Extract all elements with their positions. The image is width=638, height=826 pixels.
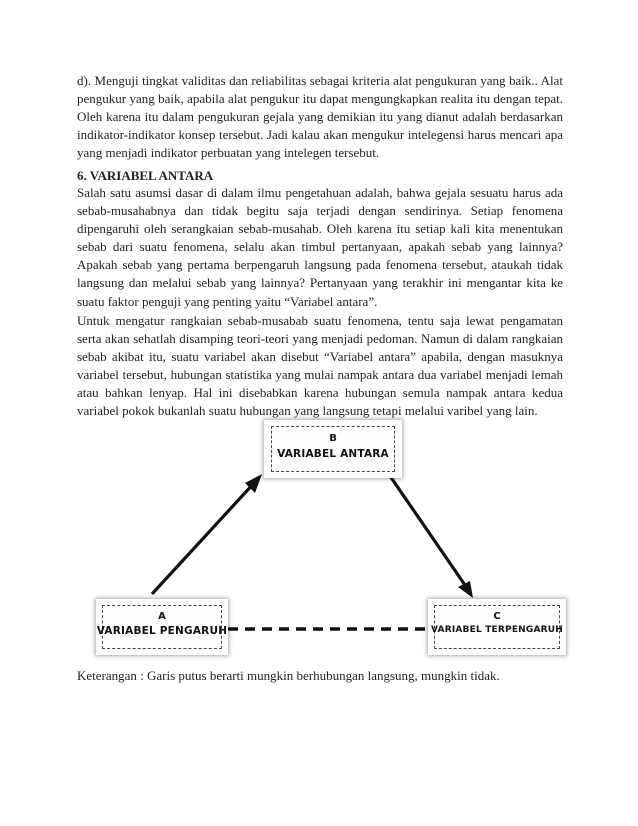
box-c-label: VARIABEL TERPENGARUH — [430, 625, 564, 635]
box-variabel-antara — [264, 420, 402, 478]
arrow-a-to-b-line — [152, 482, 255, 594]
box-a-label: VARIABEL PENGARUH — [96, 625, 228, 637]
box-variabel-pengaruh — [96, 599, 228, 655]
paragraph-basic-assumption: Salah satu asumsi dasar di dalam ilmu pengetahuan adalah, bahwa gejala sesuatu harus ada sebab-musahabnya dan tidak begitu saja terjadi dengan sendirinya. Setiap fenomena dipengaruhi oleh serangkaian sebab-musahab. Oleh karena itu setiap kali kita menentukan sebab dari suatu fenomena, selalu akan timbul pertanyaan, apakah sebab yang lainnya? Apakah sebab yang pertama berpengaruh langsung pada fenomena tersebut, ataukah tidak langsung dan melalui sebab yang lainnya? Pertanyaan yang terakhir ini mengantar kita ke suatu faktor penguji yang penting yaitu “Variabel antara”. — [77, 185, 563, 309]
arrow-b-to-c-line — [390, 476, 467, 588]
paragraph-indicator-validity: d). Menguji tingkat validitas dan reliabilitas sebagai kriteria alat pengukuran yang baik.. Alat pengukur yang baik, apabila alat pengukur itu dapat mengungkapkan realita itu dengan tepat. Oleh karena itu dalam pengukuran gejala yang demikian itu yang dianut adalah berdasarkan indikator-indikator konsep tersebut. Jadi kalau akan mengukur intelegensi harus mencari apa yang menjadi indikator perbuatan yang intelegen tersebut. — [77, 73, 563, 161]
box-b-letter: B — [329, 433, 337, 444]
box-a-letter: A — [158, 611, 166, 622]
box-c-letter: C — [493, 611, 501, 622]
box-b-label: VARIABEL ANTARA — [277, 448, 389, 460]
diagram-caption: Keterangan : Garis putus berarti mungkin berhubungan langsung, mungkin tidak. — [77, 668, 500, 683]
arrow-head-icon — [458, 581, 473, 598]
variable-relationship-diagram — [90, 418, 570, 660]
box-variabel-terpengaruh — [428, 599, 566, 655]
section-heading: 6. VARIABEL ANTARA — [77, 168, 214, 183]
paragraph-intervening-variable: Untuk mengatur rangkaian sebab-musabab suatu fenomena, tentu saja lewat pengamatan serta akan sehatlah disamping teori-teori yang menjadi pedoman. Namun di dalam rangkaian sebab akibat itu, suatu variabel akan disebut “Variabel antara” apabila, dengan masuknya variabel tersebut, hubungan statistika yang mulai nampak antara dua variabel menjadi lemah atau bahkan lenyap. Hal ini disebabkan karena hubungan semula nampak antara kedua variabel pokok bukanlah suatu hubungan yang langsung tetapi melalui varibel yang lain. — [77, 313, 563, 419]
